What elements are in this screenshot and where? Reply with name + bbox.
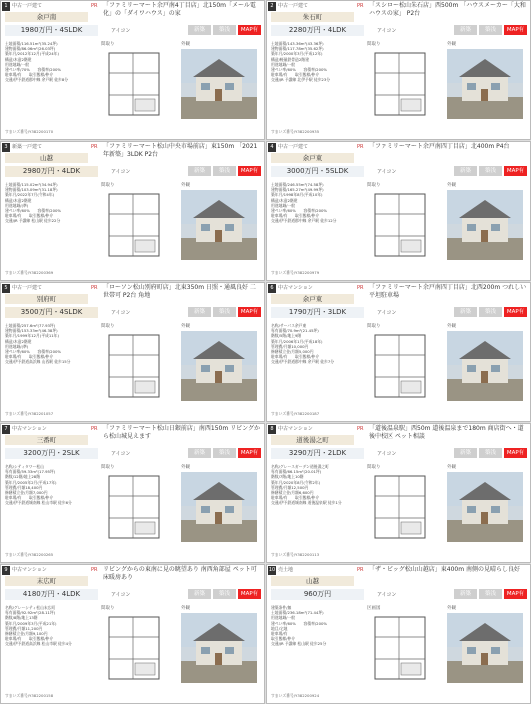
reference-number: すまいズ番号/Y382200170 [5, 129, 54, 134]
reference-number: すまいズ番号/Y382200979 [271, 270, 320, 275]
map-badge[interactable]: MAP有 [238, 448, 261, 458]
recent-badge: 築浅 [213, 166, 236, 176]
area-name: 余戸東 [271, 294, 354, 304]
spec-line: 取引態様/仲介 [271, 636, 296, 642]
spec-line: 交通/伊予鉄道郡中線 余戸駅 徒歩8分 [5, 77, 69, 83]
exterior-drawing [181, 613, 257, 683]
card-header [1, 1, 264, 23]
reference-number: すまいズ番号/Y382200935 [271, 129, 320, 134]
listing-card[interactable] [266, 423, 531, 563]
station-icon-label: アイコン [377, 169, 397, 175]
listing-number: 4 [268, 143, 276, 152]
floor-plan-drawing [369, 472, 431, 542]
card-header [1, 424, 264, 446]
spec-line: 駐車場/有 取引態様/仲介 [5, 495, 54, 501]
property-type: 中古一戸建て [12, 3, 43, 9]
exterior-drawing [181, 331, 257, 401]
spec-line: 土地面積/115.02m²(34.94坪) [5, 182, 58, 187]
spec-line: 交通/伊予鉄道郡中線 余戸駅 徒歩12分 [271, 218, 337, 224]
spec-line: 用途地域/一般 [271, 61, 296, 67]
recent-badge: 築浅 [213, 25, 236, 35]
badge-group [454, 307, 527, 317]
reference-number: すまいズ番号/Y382200265 [5, 552, 54, 557]
station-icon-label: アイコン [377, 451, 397, 457]
exterior-photo[interactable] [447, 613, 523, 683]
spec-list [5, 41, 90, 83]
spec-line: 駐車場/有 取引態様/仲介 [271, 354, 320, 360]
spec-line: 階数/8階/地上13階 [5, 615, 38, 621]
area-name: 余戸南 [5, 12, 88, 22]
spec-line: 建ぺい率/60% 容積率/200% [271, 620, 328, 626]
spec-list [271, 323, 356, 365]
floor-plan-drawing [369, 331, 431, 401]
map-badge[interactable]: MAP有 [504, 448, 527, 458]
spec-line: 建ぺい率/60% 容積率/200% [271, 208, 328, 214]
badge-group [454, 166, 527, 176]
pr-label: PR [91, 144, 98, 150]
exterior-label: 外観 [181, 42, 190, 47]
spec-line: 土地面積/257.6m²(77.93坪) [5, 323, 56, 328]
badge-group [188, 448, 261, 458]
exterior-photo[interactable] [447, 49, 523, 119]
floor-plan-label: 間取り [367, 42, 381, 47]
pr-text: 「ファミリーマート余戸南四丁目店」北400m P4台 [369, 143, 510, 150]
pr-text: 「ザ・ビッグ松山山越店」東400m 南側の見晴らし良好 [369, 566, 520, 573]
price-layout: 2980万円・4LDK [5, 166, 98, 177]
floor-plan-image[interactable] [103, 190, 165, 260]
pr-label: PR [91, 3, 98, 9]
floor-plan-label: 間取り [101, 324, 115, 329]
listing-number: 5 [2, 284, 10, 293]
spec-line: 専有面積/59.33m²(17.95坪) [5, 469, 56, 475]
spec-line: 名称/グレーシティ松山末広町 [5, 605, 56, 610]
spec-line: 交通/伊予鉄道郡中線 余戸駅 徒歩7分 [271, 359, 335, 365]
spec-line: 交通/JR 予讃線 北伊予駅 徒歩23分 [271, 77, 331, 83]
exterior-drawing [181, 190, 257, 260]
reference-number: すまいズ番号/Y382200924 [271, 693, 320, 698]
area-name: 余戸東 [271, 153, 354, 163]
spec-line: 交通/伊予鉄道高浜線 松山市駅 徒歩4分 [5, 641, 72, 647]
area-name: 朱石町 [271, 12, 354, 22]
station-icon-label: アイコン [111, 28, 131, 34]
price-layout: 1980万円・4SLDK [5, 25, 98, 36]
property-type: 中古一戸建て [278, 144, 309, 150]
listing-number: 2 [268, 2, 276, 11]
pr-text: 「ファミリーマート余戸南4丁目店」北150m「メール電化」の「ダイワハウス」の家 [103, 2, 256, 17]
spec-line: 用途地域/(準) [5, 202, 29, 208]
exterior-label: 外観 [181, 183, 190, 188]
card-header [267, 424, 530, 446]
new-badge: 新築 [188, 307, 211, 317]
price-layout: 3200万円・2SLK [5, 448, 98, 459]
exterior-label: 外観 [447, 42, 456, 47]
spec-line: 修繕積立金/月額5,000円 [271, 349, 314, 355]
listing-number: 6 [268, 284, 276, 293]
spec-line: 構造/木造2階建 [5, 338, 32, 344]
spec-line: 築年月/2012年12月(平成24年) [5, 51, 59, 57]
floor-plan-label: 間取り [101, 606, 115, 611]
floor-plan-image[interactable] [103, 613, 165, 683]
pr-label: PR [357, 567, 364, 573]
spec-line: 修繕積立金/月額7,000円 [5, 490, 48, 496]
spec-list [271, 605, 356, 647]
spec-line: 管理費/月額18,400円 [5, 484, 43, 490]
spec-line: 専有面積/70.9m²(21.45坪) [271, 328, 319, 334]
listing-card[interactable] [0, 564, 265, 704]
exterior-photo[interactable] [447, 472, 523, 542]
area-name: 三番町 [5, 435, 88, 445]
spec-line: 修繕積立金/月額6,600円 [271, 490, 314, 496]
spec-line: 駐車場/有 取引態様/仲介 [271, 72, 320, 78]
spec-line: 駐車場/有 取引態様/仲介 [5, 636, 54, 642]
area-name: 山越 [5, 153, 88, 163]
spec-line: 階数/7階/地上10階 [271, 474, 304, 480]
exterior-label: 外観 [181, 606, 190, 611]
listing-number: 7 [2, 425, 10, 434]
station-icon-label: アイコン [111, 310, 131, 316]
exterior-drawing [447, 331, 523, 401]
price-layout: 960万円 [271, 589, 364, 600]
exterior-drawing [181, 49, 257, 119]
property-type: 中古マンション [278, 285, 313, 291]
spec-line: 築年月/2006年1月(平成18年) [271, 338, 323, 344]
exterior-label: 外観 [181, 465, 190, 470]
card-header [267, 565, 530, 587]
area-name: 末広町 [5, 576, 88, 586]
spec-line: 土地面積/246.55m²(74.58坪) [271, 182, 324, 187]
spec-line: 築年月/2020年8月(令和2年) [271, 479, 321, 485]
badge-group [188, 589, 261, 599]
exterior-drawing [181, 472, 257, 542]
map-badge[interactable]: MAP有 [504, 166, 527, 176]
listing-number: 8 [268, 425, 276, 434]
floor-plan-label: 間取り [101, 465, 115, 470]
spec-list [5, 182, 90, 224]
price-layout: 4180万円・4LDK [5, 589, 98, 600]
spec-line: 構造/軽量鉄骨造2階建 [271, 56, 309, 62]
spec-line: 用途地域/一般 [271, 615, 296, 621]
exterior-label: 外観 [447, 183, 456, 188]
price-layout: 1790万円・3LDK [271, 307, 364, 318]
spec-line: 建築条件/無 [271, 605, 292, 610]
recent-badge: 築浅 [479, 307, 502, 317]
card-header [1, 142, 264, 164]
station-icon-label: アイコン [377, 310, 397, 316]
spec-list [271, 182, 356, 224]
reference-number: すまいズ番号/Y382201057 [5, 411, 54, 416]
spec-line: 駐車場/有 取引態様/仲介 [271, 495, 320, 501]
spec-line: 建ぺい率/60% 容積率/200% [5, 349, 62, 355]
spec-line: 交通/伊予鉄道城南線 松山市駅 徒歩6分 [5, 500, 72, 506]
exterior-label: 外観 [447, 465, 456, 470]
area-name: 道後湯之町 [271, 435, 354, 445]
floor-plan-drawing [103, 472, 165, 542]
pr-label: PR [91, 285, 98, 291]
pr-label: PR [91, 567, 98, 573]
exterior-drawing [447, 190, 523, 260]
recent-badge: 築浅 [213, 307, 236, 317]
new-badge: 新築 [188, 166, 211, 176]
recent-badge: 築浅 [479, 166, 502, 176]
badge-group [454, 25, 527, 35]
area-name: 別府町 [5, 294, 88, 304]
map-badge[interactable]: MAP有 [238, 166, 261, 176]
reference-number: すまいズ番号/Y382200158 [5, 693, 54, 698]
spec-line: 築年月/2000年3月(平成12年) [271, 51, 323, 57]
floor-plan-label: 間取り [101, 42, 115, 47]
new-badge: 新築 [454, 25, 477, 35]
badge-group [454, 589, 527, 599]
price-layout: 3500万円・4SLDK [5, 307, 98, 318]
recent-badge: 築浅 [479, 448, 502, 458]
spec-line: 用途地域/(準) [5, 343, 29, 349]
spec-line: 構造/木造2階建 [271, 197, 298, 203]
spec-list [5, 605, 90, 647]
spec-line: 築年月/2005年2月(平成17年) [5, 479, 57, 485]
floor-plan-image[interactable] [369, 331, 431, 401]
spec-line: 用途地域/一般 [271, 202, 296, 208]
station-icon-label: アイコン [377, 28, 397, 34]
pr-label: PR [357, 3, 364, 9]
pr-label: PR [357, 426, 364, 432]
exterior-drawing [447, 49, 523, 119]
spec-line: 管理費/月額10,000円 [271, 343, 309, 349]
price-layout: 3000万円・5SLDK [271, 166, 364, 177]
new-badge: 新築 [188, 25, 211, 35]
property-type: 中古マンション [12, 426, 47, 432]
new-badge: 新築 [454, 166, 477, 176]
exterior-photo[interactable] [181, 49, 257, 119]
recent-badge: 築浅 [479, 25, 502, 35]
spec-line: 土地面積/236.18m²(71.44坪) [271, 610, 324, 616]
listing-card[interactable] [0, 141, 265, 281]
floor-plan-image[interactable] [103, 472, 165, 542]
spec-line: 交通/JR 予讃線 松山駅 徒歩22分 [5, 218, 61, 224]
spec-line: 駐車場/有 [271, 631, 288, 637]
listing-card[interactable] [266, 141, 531, 281]
floor-plan-drawing [369, 49, 431, 119]
reference-number: すまいズ番号/Y382200187 [271, 411, 320, 416]
property-type: 中古一戸建て [278, 3, 309, 9]
station-icon-label: アイコン [111, 592, 131, 598]
card-header [1, 283, 264, 305]
exterior-photo[interactable] [447, 190, 523, 260]
spec-line: 駐車場/有 取引態様/仲介 [5, 72, 54, 78]
spec-line: 駐車場/有 取引態様/仲介 [5, 213, 54, 219]
spec-line: 名称/シティタワー松山 [5, 464, 44, 469]
spec-line: 建ぺい率/60% 容積率/200% [5, 208, 62, 214]
spec-line: 築年月/1998年8月(平成10年) [271, 192, 323, 198]
listing-card[interactable] [266, 282, 531, 422]
spec-line: 用途地域/一般 [5, 61, 30, 67]
pr-label: PR [357, 144, 364, 150]
recent-badge: 築浅 [479, 589, 502, 599]
exterior-drawing [447, 472, 523, 542]
property-type: 中古マンション [12, 567, 47, 573]
map-badge[interactable]: MAP有 [238, 307, 261, 317]
spec-line: 階数/5階/地上9階 [271, 333, 302, 339]
badge-group [188, 25, 261, 35]
floor-plan-drawing [103, 49, 165, 119]
listing-card[interactable] [266, 0, 531, 140]
spec-line: 専有面積/66.15m²(20.01坪) [271, 469, 322, 475]
property-type: 売土地 [278, 567, 294, 573]
spec-line: 建ぺい率/70% 容積率/200% [5, 67, 62, 73]
exterior-drawing [447, 613, 523, 683]
spec-list [5, 464, 90, 506]
property-type: 中古一戸建て [12, 285, 43, 291]
pr-label: PR [91, 426, 98, 432]
spec-line: 建物面積/117.78m²(35.62坪) [271, 46, 324, 52]
floor-plan-drawing [369, 613, 431, 683]
listing-card[interactable] [0, 282, 265, 422]
property-type: 中古マンション [278, 426, 313, 432]
map-badge[interactable]: MAP有 [504, 25, 527, 35]
new-badge: 新築 [188, 448, 211, 458]
exterior-label: 外観 [447, 606, 456, 611]
listing-card[interactable] [0, 0, 265, 140]
card-header [267, 142, 530, 164]
price-layout: 2280万円・4LDK [271, 25, 364, 36]
exterior-label: 外観 [181, 324, 190, 329]
floor-plan-label: 間取り [367, 465, 381, 470]
floor-plan-label: 間取り [367, 183, 381, 188]
exterior-photo[interactable] [181, 472, 257, 542]
badge-group [188, 307, 261, 317]
pr-text: 「道後温泉駅」西50m 道後温泉まで180m 商店街へ・道後中校区 ペット相談 [369, 425, 524, 440]
spec-line: 建物面積/86.06m²(26.03坪) [5, 46, 56, 52]
pr-text: 「ファミリーマート松山中央市場前店」東150m 「2021年新築」3LDK P2台 [103, 143, 258, 158]
exterior-photo[interactable] [181, 613, 257, 683]
spec-list [271, 41, 356, 83]
new-badge: 新築 [454, 589, 477, 599]
spec-line: 修繕積立金/月額9,100円 [5, 631, 48, 637]
floor-plan-image[interactable] [369, 190, 431, 260]
pr-label: PR [357, 285, 364, 291]
station-icon-label: アイコン [377, 592, 397, 598]
exterior-label: 外観 [447, 324, 456, 329]
new-badge: 新築 [188, 589, 211, 599]
listing-number: 9 [2, 566, 10, 575]
spec-line: 建物面積/153.33m²(46.38坪) [5, 328, 58, 334]
map-badge[interactable]: MAP有 [238, 589, 261, 599]
spec-line: 建物面積/165.27m²(49.99坪) [271, 187, 324, 193]
property-type: 新築一戸建て [12, 144, 43, 150]
card-header [1, 565, 264, 587]
floor-plan-image[interactable] [369, 472, 431, 542]
pr-text: リビングからの東南に見の眺望あり 南西角部屋 ペット可 床暖房あり [103, 566, 257, 581]
badge-group [188, 166, 261, 176]
spec-list [5, 323, 90, 365]
map-badge[interactable]: MAP有 [504, 307, 527, 317]
spec-line: 駐車場/有 取引態様/仲介 [5, 354, 54, 360]
spec-line: 築年月/2009年3月(平成21年) [5, 620, 57, 626]
spec-line: 建ぺい率/60% 容積率/200% [271, 67, 328, 73]
exterior-photo[interactable] [447, 331, 523, 401]
listing-card[interactable] [0, 423, 265, 563]
spec-line: 名称/サーパス余戸東 [271, 323, 307, 328]
pr-text: 「ファミリーマート余戸南四丁目店」北西200m つれしい平坦駐車場 [369, 284, 527, 299]
spec-line: 建物面積/103.09m²(31.18坪) [5, 187, 58, 193]
pr-text: 「ローソン松山別府町店」北東350m 日照・通風良好 二世帯可 P2台 角地 [103, 284, 256, 299]
floor-plan-label: 間取り [367, 324, 381, 329]
floor-plan-label: 間取り [101, 183, 115, 188]
spec-list [271, 464, 356, 506]
spec-line: 地目/宅地 [271, 625, 288, 631]
exterior-photo[interactable] [181, 331, 257, 401]
spec-line: 構造/木造2階建 [5, 56, 32, 62]
floor-plan-drawing [103, 190, 165, 260]
price-layout: 3290万円・2LDK [271, 448, 364, 459]
reference-number: すまいズ番号/Y382200369 [5, 270, 54, 275]
floor-plan-drawing [369, 190, 431, 260]
reference-number: すまいズ番号/Y382200113 [271, 552, 320, 557]
spec-line: 専有面積/92.92m²(28.11坪) [5, 610, 56, 616]
recent-badge: 築浅 [213, 448, 236, 458]
spec-line: 交通/JR 予讃線 松山駅 徒歩25分 [271, 641, 327, 647]
card-header [267, 283, 530, 305]
map-badge[interactable]: MAP有 [238, 25, 261, 35]
listing-number: 10 [268, 567, 276, 573]
listing-number: 1 [2, 2, 10, 11]
badge-group [454, 448, 527, 458]
spec-line: 交通/伊予鉄道高浜線 山西駅 徒歩15分 [5, 359, 71, 365]
floor-plan-image[interactable] [103, 49, 165, 119]
new-badge: 新築 [454, 448, 477, 458]
spec-line: 構造/木造2階建 [5, 197, 32, 203]
spec-line: 土地面積/116.51m²(35.24坪) [5, 41, 58, 46]
spec-line: 築年月/2022年7月(令和4年) [5, 192, 55, 198]
floor-plan-drawing [103, 613, 165, 683]
station-icon-label: アイコン [111, 451, 131, 457]
area-name: 山越 [271, 576, 354, 586]
floor-plan-image[interactable] [369, 613, 431, 683]
floor-plan-label: 区画図 [367, 606, 381, 611]
pr-text: 「ファミリーマート松山日銀前店」南西150m リビングから松山城見えます [103, 425, 260, 440]
spec-line: 築年月/1999年12月(平成11年) [5, 333, 59, 339]
exterior-photo[interactable] [181, 190, 257, 260]
listing-card[interactable] [266, 564, 531, 704]
spec-line: 階数/12階/地上28階 [5, 474, 41, 480]
floor-plan-image[interactable] [103, 331, 165, 401]
map-badge[interactable]: MAP有 [504, 589, 527, 599]
floor-plan-image[interactable] [369, 49, 431, 119]
spec-line: 交通/伊予鉄道城南線 道後温泉駅 徒歩1分 [271, 500, 342, 506]
recent-badge: 築浅 [213, 589, 236, 599]
spec-line: 駐車場/有 取引態様/仲介 [271, 213, 320, 219]
spec-line: 名称/グレースガーデン道後湯之町 [271, 464, 329, 469]
new-badge: 新築 [454, 307, 477, 317]
listing-number: 3 [2, 143, 10, 152]
floor-plan-drawing [103, 331, 165, 401]
spec-line: 管理費/月額11,200円 [5, 625, 43, 631]
card-header [267, 1, 530, 23]
spec-line: 土地面積/143.36m²(43.36坪) [271, 41, 324, 46]
spec-line: 管理費/月額12,500円 [271, 484, 309, 490]
pr-text: 「スシロー松山朱石店」西500m 「ハウスメーカー「大和ハウスの家」 P2台 [369, 2, 526, 17]
station-icon-label: アイコン [111, 169, 131, 175]
